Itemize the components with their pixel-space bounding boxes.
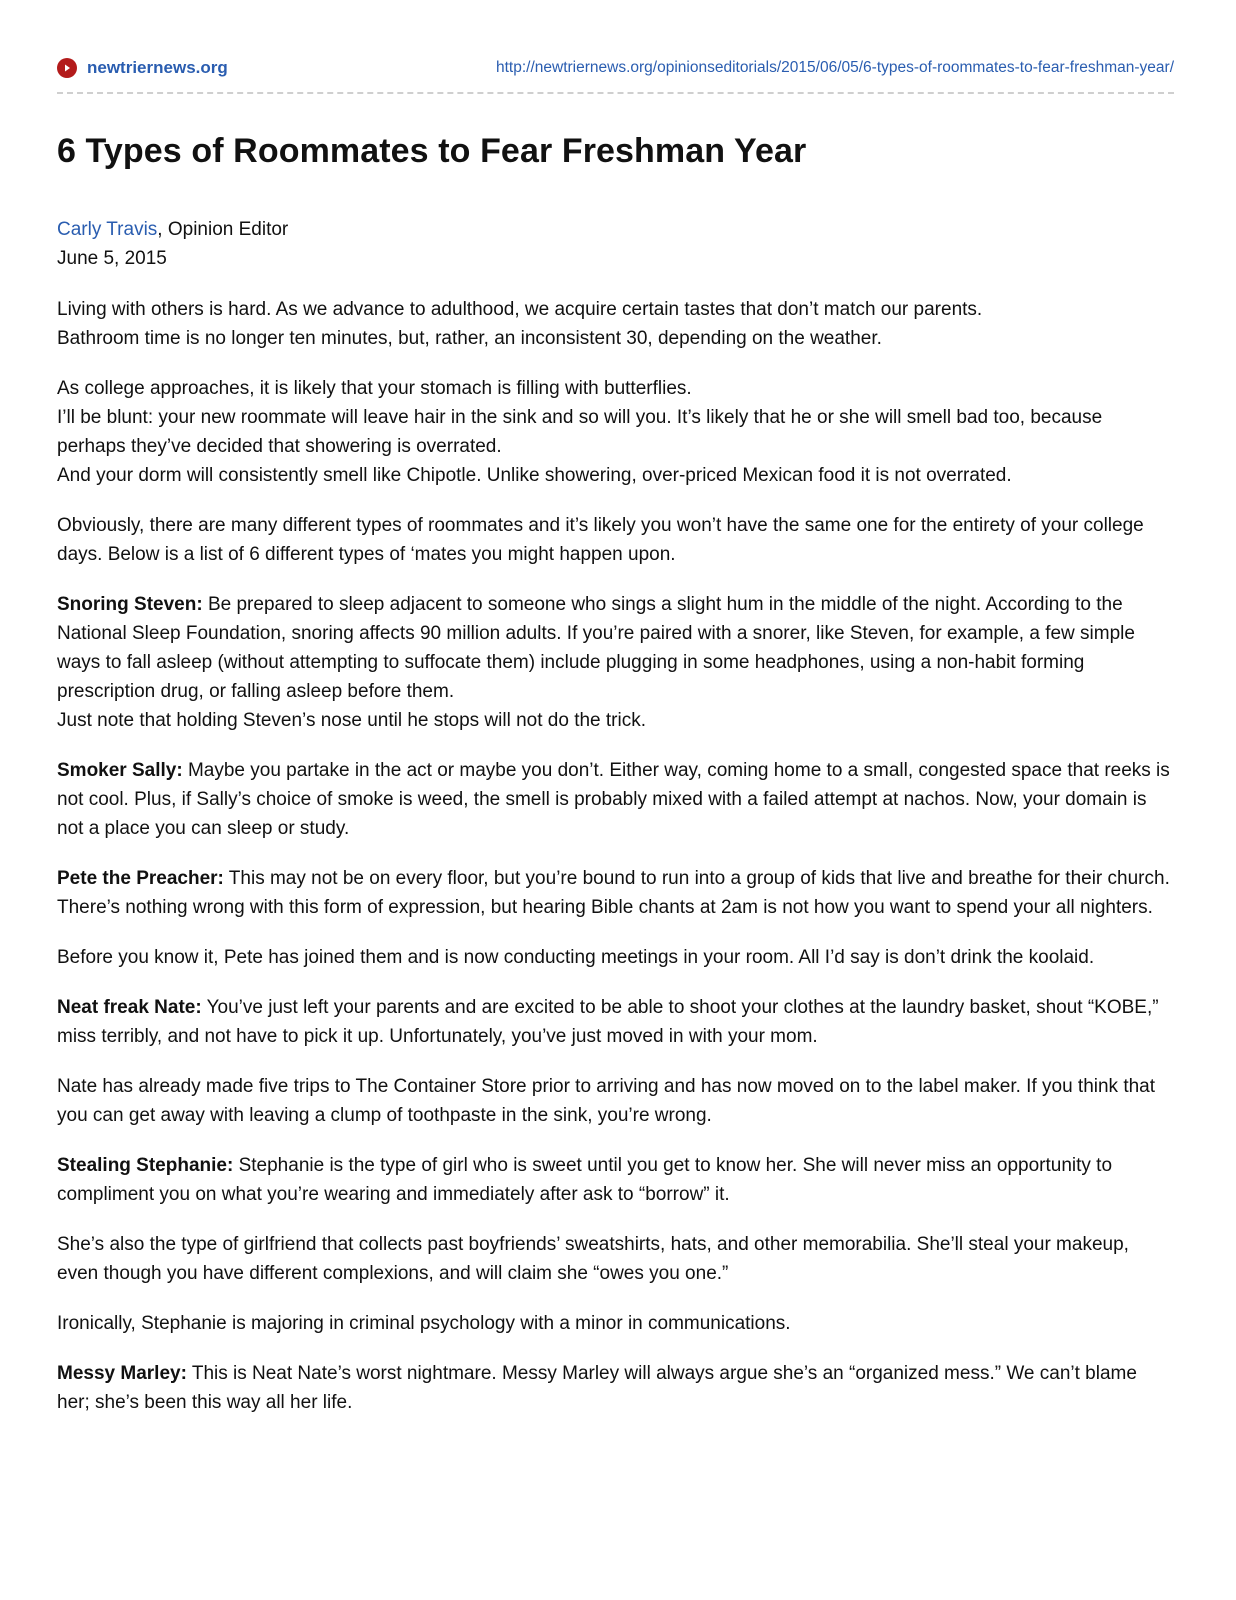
roommate-description: Stephanie is the type of girl who is sweet until you get to know her. She will never miss an opportunity to compliment you on what you’re wearing and immediately after ask to “borrow” it. <box>57 1155 1113 1205</box>
byline <box>57 215 1174 273</box>
paragraph-nate-continued: Nate has already made five trips to The Container Store prior to arriving and has now moved on to the label maker. If you think that you can get away with leaving a clump of toothpaste in the sink, you’re wrong. <box>57 1076 1156 1126</box>
roommate-name: Pete the Preacher: <box>57 868 224 889</box>
paragraph-line: Bathroom time is no longer ten minutes, but, rather, an inconsistent 30, depending on the weather. <box>57 328 882 349</box>
section-snoring-steven <box>57 590 1174 735</box>
roommate-name: Stealing Stephanie: <box>57 1155 234 1176</box>
roommate-description: Just note that holding Steven’s nose until he stops will not do the trick. <box>57 710 646 731</box>
paragraph-list-intro: Obviously, there are many different types of roommates and it’s likely you won’t have the same one for the entirety of your college days. Below is a list of 6 different types of ‘mates you might happen upon. <box>57 515 1144 565</box>
paragraph-stephanie-continued: She’s also the type of girlfriend that collects past boyfriends’ sweatshirts, hats, and other memorabilia. She’ll steal your makeup, even though you have different complexions, and will claim she “owes you one.” <box>57 1234 1129 1284</box>
paragraph-college <box>57 374 1174 490</box>
paragraph-line: As college approaches, it is likely that your stomach is filling with butterflies. <box>57 378 692 399</box>
roommate-description: This may not be on every floor, but you’re bound to run into a group of kids that live and breathe for their church. There’s nothing wrong with this form of expression, but hearing Bible chants at 2am is not how you want to spend your all nighters. <box>57 868 1170 918</box>
play-circle-icon <box>57 58 77 78</box>
roommate-name: Smoker Sally: <box>57 760 183 781</box>
roommate-name: Messy Marley: <box>57 1363 187 1384</box>
section-pete-the-preacher <box>57 864 1174 922</box>
roommate-description: You’ve just left your parents and are excited to be able to shoot your clothes at the laundry basket, shout “KOBE,” miss terribly, and not have to pick it up. Unfortunately, you’ve just moved in with your mom. <box>57 997 1159 1047</box>
paragraph-line: I’ll be blunt: your new roommate will leave hair in the sink and so will you. It’s likely that he or she will smell bad too, because perhaps they’ve decided that showering is overrated. <box>57 407 1103 457</box>
roommate-description: Maybe you partake in the act or maybe you don’t. Either way, coming home to a small, congested space that reeks is not cool. Plus, if Sally’s choice of smoke is weed, the smell is probably mixed with a failed attempt at nachos. Now, your domain is not a place you can sleep or study. <box>57 760 1170 839</box>
section-smoker-sally <box>57 756 1174 843</box>
author-link[interactable]: Carly Travis <box>57 219 158 240</box>
article-body <box>57 295 1174 1417</box>
paragraph-pete-continued: Before you know it, Pete has joined them and is now conducting meetings in your room. All I’d say is don’t drink the koolaid. <box>57 947 1095 968</box>
site-link[interactable] <box>57 58 228 78</box>
roommate-description: This is Neat Nate’s worst nightmare. Messy Marley will always argue she’s an “organized mess.” We can’t blame her; she’s been this way all her life. <box>57 1363 1137 1413</box>
article-title: 6 Types of Roommates to Fear Freshman Year <box>57 132 807 170</box>
paragraph-stephanie-ironically: Ironically, Stephanie is majoring in criminal psychology with a minor in communications. <box>57 1313 791 1334</box>
section-neat-freak-nate <box>57 993 1174 1051</box>
paragraph-intro <box>57 295 1174 353</box>
publish-date: June 5, 2015 <box>57 248 167 269</box>
header-bar <box>57 0 1174 94</box>
roommate-description: Be prepared to sleep adjacent to someone who sings a slight hum in the middle of the night. According to the National Sleep Foundation, snoring affects 90 million adults. If you’re paired with a snorer, like Steven, for example, a few simple ways to fall asleep (without attempting to suffocate them) include plugging in some headphones, using a non-habit forming prescription drug, or falling asleep before them. <box>57 594 1135 702</box>
section-stealing-stephanie <box>57 1151 1174 1209</box>
section-messy-marley <box>57 1359 1174 1417</box>
roommate-name: Neat freak Nate: <box>57 997 202 1018</box>
roommate-name: Snoring Steven: <box>57 594 203 615</box>
paragraph-line: Living with others is hard. As we advance to adulthood, we acquire certain tastes that don’t match our parents. <box>57 299 983 320</box>
paragraph-line: And your dorm will consistently smell like Chipotle. Unlike showering, over-priced Mexican food it is not overrated. <box>57 465 1012 486</box>
source-url[interactable]: http://newtriernews.org/opinionseditorials/2015/06/05/6-types-of-roommates-to-fear-freshman-year/ <box>495 59 1174 76</box>
site-name[interactable]: newtriernews.org <box>87 58 228 77</box>
author-role: , Opinion Editor <box>157 219 289 240</box>
